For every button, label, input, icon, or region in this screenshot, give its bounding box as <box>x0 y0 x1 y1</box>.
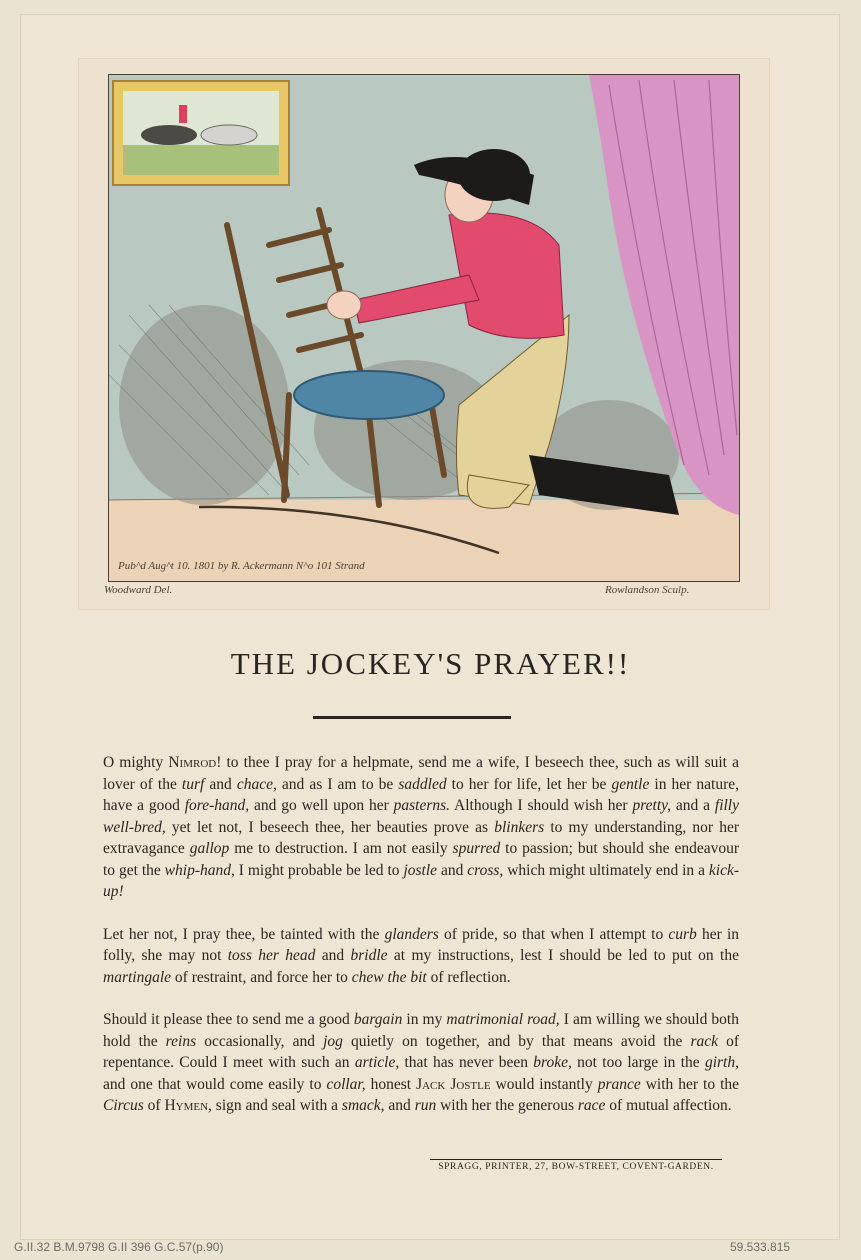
text-run: of <box>143 1097 165 1114</box>
text-run: in her nature, have a good <box>103 775 739 814</box>
publication-line: Pub^d Aug^t 10. 1801 by R. Ackermann N^o 101 Strand <box>118 560 365 572</box>
italic-run: glanders <box>384 925 439 943</box>
title-rule <box>313 716 511 719</box>
designer-credit: Woodward Del. <box>104 584 173 596</box>
text-run: me to destruction. I am not easily <box>229 840 453 857</box>
italic-run: broke, <box>533 1054 572 1071</box>
italic-run: bridle <box>350 947 388 964</box>
italic-run: chace, <box>236 775 277 793</box>
italic-run: saddled <box>398 775 447 793</box>
printer-imprint: SPRAGG, PRINTER, 27, BOW-STREET, COVENT-GARDEN. <box>430 1159 722 1172</box>
italic-run: toss her head <box>227 947 316 964</box>
italic-run: prance <box>597 1075 641 1093</box>
italic-run: gentle <box>611 775 650 793</box>
text-run: occasionally, and <box>196 1032 324 1050</box>
italic-run: jostle <box>403 861 438 879</box>
text-run: and go well upon her <box>249 797 394 814</box>
text-run: in my <box>402 1011 447 1028</box>
italic-run: blinkers <box>494 818 545 836</box>
paragraph-3 <box>103 1009 739 1117</box>
text-run: sign and seal with a <box>211 1097 342 1114</box>
italic-run: cross, <box>467 861 504 879</box>
italic-run: jog <box>323 1032 343 1050</box>
text-run: to her for life, let her be <box>446 775 612 793</box>
small-caps-run: Hymen, <box>164 1097 212 1114</box>
text-run: and as I am to be <box>276 775 399 793</box>
text-run: of repentance. Could I meet with such an <box>103 1032 739 1071</box>
italic-run: filly well-bred, <box>103 797 739 836</box>
text-run: and <box>437 861 468 879</box>
paragraph-2 <box>103 924 739 989</box>
small-caps-run: Jack Jostle <box>416 1075 491 1093</box>
etching-illustration <box>108 74 740 582</box>
text-run: her in folly, she may not <box>103 925 739 964</box>
italic-run: pasterns. <box>393 797 451 814</box>
text-run: quietly on together, and by that means avoid the <box>342 1032 691 1050</box>
engraver-credit: Rowlandson Sculp. <box>605 584 690 596</box>
text-run: to my understanding, nor her extravagance <box>103 818 739 857</box>
text-run: honest <box>365 1075 417 1093</box>
text-run: not too large in the <box>571 1054 705 1071</box>
italic-run: martingale <box>103 968 172 986</box>
text-run: Let her not, I pray thee, be tainted with the <box>103 925 385 943</box>
text-run: and <box>204 775 237 793</box>
text-run: of reflection. <box>426 968 511 986</box>
text-run: and <box>384 1097 415 1114</box>
italic-run: pretty, <box>632 797 672 814</box>
text-run: and a <box>671 797 715 814</box>
inventory-marks-right: 59.533.815 <box>730 1240 791 1254</box>
italic-run: chew the bit <box>351 968 427 986</box>
text-run: would instantly <box>490 1075 598 1093</box>
text-run: of restraint, and force her to <box>171 968 352 986</box>
text-run: O mighty <box>103 754 169 771</box>
text-run: ! to thee I pray for a helpmate, send me a wife, I beseech thee, such as will suit a lover of the <box>103 754 739 793</box>
print-title: THE JOCKEY'S PRAYER!! <box>230 646 631 681</box>
italic-run: curb <box>668 925 697 943</box>
text-run: to passion; but should she endeavour to get the <box>103 840 739 879</box>
italic-run: spurred <box>452 840 501 857</box>
text-run: I am willing we should both hold the <box>103 1011 739 1050</box>
text-run: of mutual affection. <box>605 1097 732 1114</box>
text-run: I might probable be led to <box>234 861 404 879</box>
italic-run: smack, <box>341 1097 385 1114</box>
jockey-kneeling-illustration <box>109 75 739 581</box>
text-run: Should it please thee to send me a good <box>103 1011 354 1028</box>
italic-run: matrimonial road, <box>446 1011 560 1028</box>
prayer-text <box>103 752 739 1138</box>
italic-run: whip-hand, <box>164 861 235 879</box>
italic-run: race <box>577 1097 606 1114</box>
text-run: and one that would come easily to <box>103 1075 327 1093</box>
text-run: with her to the <box>640 1075 740 1093</box>
italic-run: bargain <box>353 1011 403 1028</box>
italic-run: fore-hand, <box>184 797 250 814</box>
italic-run: article, <box>354 1054 400 1071</box>
italic-run: kick-up! <box>103 861 739 900</box>
small-caps-run: Nimrod <box>168 754 217 771</box>
text-run: that has never been <box>399 1054 534 1071</box>
text-run: of pride, so that when I attempt to <box>438 925 669 943</box>
italic-run: Circus <box>103 1097 144 1114</box>
paragraph-1 <box>103 752 739 903</box>
text-run: and <box>315 947 351 964</box>
italic-run: collar, <box>326 1075 366 1093</box>
italic-run: rack <box>690 1032 718 1050</box>
italic-run: gallop <box>189 840 230 857</box>
inventory-marks-left: G.II.32 B.M.9798 G.II 396 G.C.57(p.90) <box>14 1240 224 1254</box>
text-run: with her the generous <box>436 1097 578 1114</box>
italic-run: girth, <box>704 1054 739 1071</box>
text-run: at my instructions, lest I should be led to put on the <box>387 947 739 964</box>
italic-run: reins <box>165 1032 197 1050</box>
text-run: Although I should wish her <box>450 797 633 814</box>
text-run: which might ultimately end in a <box>503 861 709 879</box>
text-run: yet let not, I beseech thee, her beauties prove as <box>165 818 495 836</box>
italic-run: run <box>414 1097 437 1114</box>
italic-run: turf <box>181 775 205 793</box>
